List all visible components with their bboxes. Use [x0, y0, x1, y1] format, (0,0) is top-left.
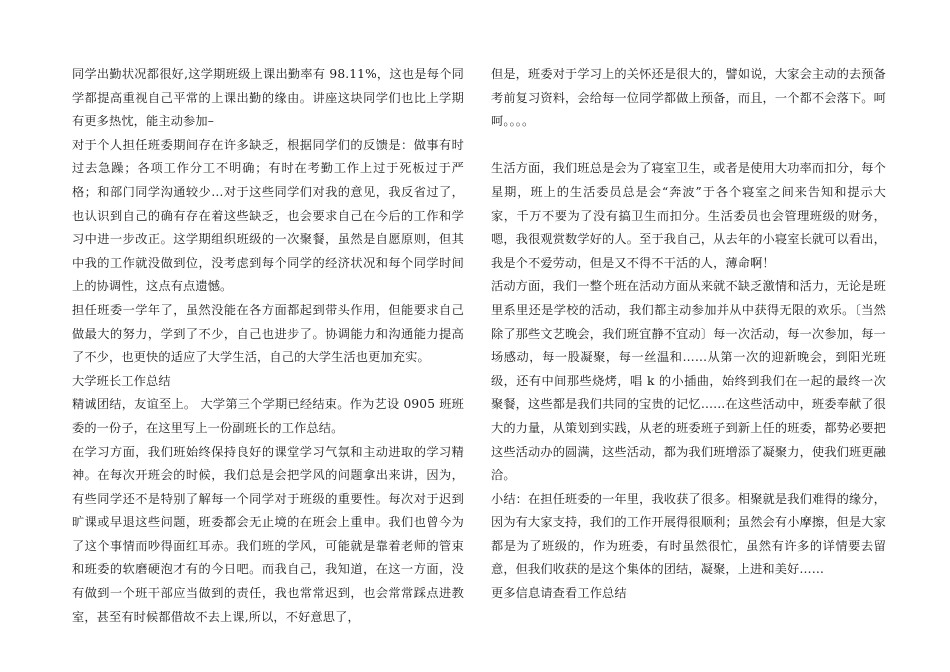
- paragraph-attendance: 同学出勤状况都很好,这学期班级上课出勤率有 98.11%，这也是每个同学都提高重视自己平常的上课出勤的缘由。讲座这块同学们也比上学期有更多热忱，能主动参加–: [72, 67, 464, 129]
- paragraph-study: 在学习方面，我们班始终保持良好的课堂学习气氛和主动进取的学习精神。在每次开班会的时候，我们总是会把学风的问题拿出来讲，因为，有些同学还不是特别了解每一个同学对于班级的重要性。每次对于迟到旷课或早退这些问题，班委都会无止境的在班会上重申。我们也曾今为了这个事情而吵得面红耳赤。我们班的学风，可能就是靠着老师的管束和班委的软磨硬泡才有的今日吧。而我自己，我知道，在这一方面，没有做到一个班干部应当做到的责任，我也常常迟到，也会常常踩点进教室，甚至有时候都借故不去上课,所以，不好意思了，: [72, 444, 464, 624]
- left-column: [72, 63, 464, 629]
- paragraph-life: 生活方面，我们班总是会为了寝室卫生，或者是使用大功率而扣分，每个星期，班上的生活委员总是会“奔波”于各个寝室之间来告知和提示大家，千万不要为了没有搞卫生而扣分。生活委员也会管理班级的财务，嗯，我很观赏数学好的人。至于我自己，从去年的小寝室长就可以看出，我是个不爱劳动，但是又不得不干活的人，薄命啊！: [491, 161, 886, 270]
- right-column: [491, 63, 886, 606]
- paragraph-study-care: 但是，班委对于学习上的关怀还是很大的，譬如说，大家会主动的去预备考前复习资料，会给每一位同学都做上预备，而且，一个都不会落下。呵呵。。。。: [491, 67, 886, 129]
- paragraph-summary: 小结：在担任班委的一年里，我收获了很多。相聚就是我们难得的缘分，因为有大家支持，我们的工作开展得很顺利；虽然会有小摩擦，但是大家都是为了班级的，作为班委，有时虽然很忙，虽然有许多的详情要去留意，但我们收获的是这个集体的团结，凝聚，上进和美好……: [491, 491, 886, 577]
- paragraph-activities: 活动方面，我们一整个班在活动方面从来就不缺乏激情和活力，无论是班里系里还是学校的活动，我们都主动参加并从中获得无限的欢乐。〔当然除了那些文艺晚会，我们班宜静不宜动〕每一次活动，每一次参加，每一场感动，每一股凝聚，每一丝温和……从第一次的迎新晚会，到阳光班级，还有中间那些烧烤，唱 k 的小插曲，始终到我们在一起的最终一次聚餐，这些都是我们共同的宝贵的记忆……在这些活动中，班委奉献了很大的力量，从策划到实践，从老的班委班子到新上任的班委，都势必要把这些活动办的圆满，这些活动，都为我们班增添了凝聚力，使我们班更融洽。: [491, 279, 886, 483]
- paragraph-more-info: 更多信息请查看工作总结: [491, 586, 627, 601]
- paragraph-intro: 精诚团结，友谊至上。 大学第三个学期已经结束。作为艺设 0905 班班委的一份子，在这里写上一份副班长的工作总结。: [72, 397, 464, 435]
- section-title: 大学班长工作总结: [72, 373, 171, 388]
- blank-line: [491, 134, 886, 158]
- paragraph-shortcomings: 对于个人担任班委期间存在许多缺乏，根据同学们的反馈是：做事有时过去急躁；各项工作分工不明确；有时在考勤工作上过于死板过于严格；和部门同学沟通较少…对于这些同学们对我的意见，我反省过了，也认识到自己的确有存在着这些缺乏，也会要求自己在今后的工作和学习中进一步改正。这学期组织班级的一次聚餐，虽然是自愿原则，但其中我的工作就没做到位，没考虑到每个同学的经济状况和每个同学时间上的协调性，这点有点遗憾。: [72, 137, 464, 294]
- paragraph-progress: 担任班委一学年了，虽然没能在各方面都起到带头作用，但能要求自己做最大的努力，学到了不少，自己也进步了。协调能力和沟通能力提高了不少，也更快的适应了大学生活，自己的大学生活也更加充实。: [72, 302, 464, 365]
